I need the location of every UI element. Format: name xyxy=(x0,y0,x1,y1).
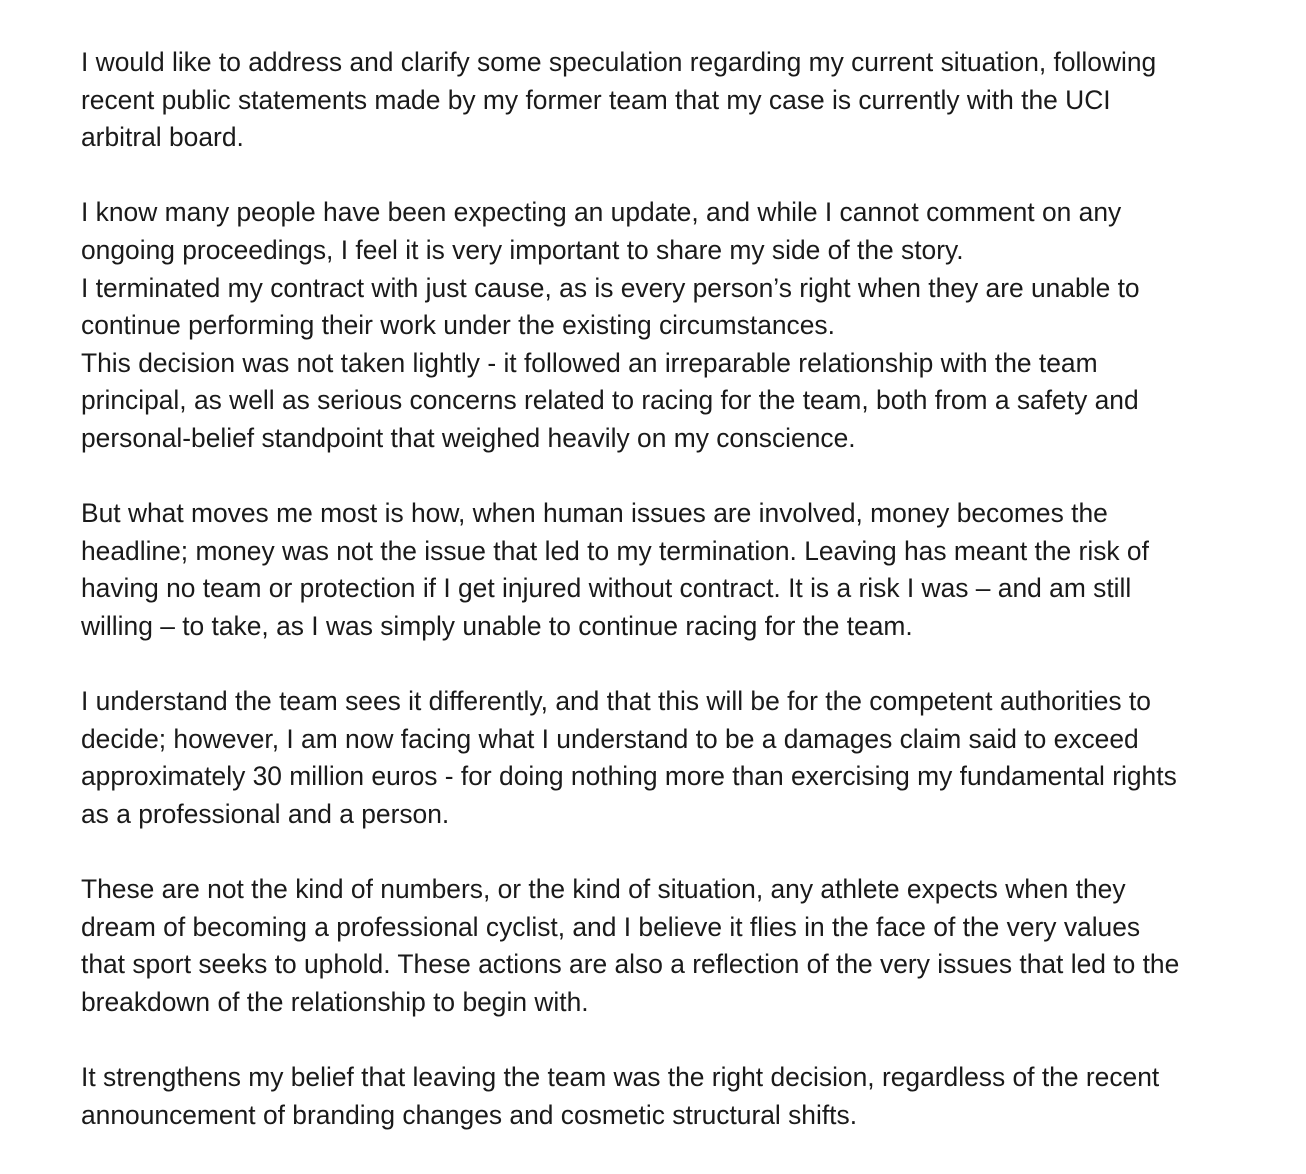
paragraph-line: willing – to take, as I was simply unable to continue racing for the team. xyxy=(81,610,913,641)
paragraph-line: headline; money was not the issue that led to my termination. Leaving has meant the risk of xyxy=(81,535,1149,566)
paragraph-line: breakdown of the relationship to begin with. xyxy=(81,986,589,1017)
paragraph-line: I understand the team sees it differently, and that this will be for the competent authorities to xyxy=(81,686,1151,717)
paragraph-line: I know many people have been expecting an update, and while I cannot comment on any xyxy=(81,197,1122,228)
paragraph-line: decide; however, I am now facing what I understand to be a damages claim said to exceed xyxy=(81,723,1139,754)
paragraph-6 xyxy=(81,1059,1281,1134)
paragraph-line: dream of becoming a professional cyclist, and I believe it flies in the face of the very values xyxy=(81,911,1141,942)
statement-document xyxy=(81,44,1281,1134)
paragraph-line: that sport seeks to uphold. These actions are also a reflection of the very issues that led to the xyxy=(81,949,1180,980)
paragraph-line: announcement of branding changes and cosmetic structural shifts. xyxy=(81,1099,858,1130)
paragraph-1 xyxy=(81,44,1281,157)
paragraph-line: approximately 30 million euros - for doing nothing more than exercising my fundamental rights xyxy=(81,761,1177,792)
paragraph-line: continue performing their work under the existing circumstances. xyxy=(81,310,835,341)
paragraph-line: as a professional and a person. xyxy=(81,798,450,829)
paragraph-line: ongoing proceedings, I feel it is very important to share my side of the story. xyxy=(81,234,964,265)
paragraph-line: recent public statements made by my former team that my case is currently with the UCI xyxy=(81,84,1111,115)
paragraph-line: I would like to address and clarify some speculation regarding my current situation, following xyxy=(81,47,1157,77)
paragraph-4 xyxy=(81,683,1281,833)
paragraph-line: arbitral board. xyxy=(81,122,244,153)
paragraph-2 xyxy=(81,194,1281,457)
paragraph-line: But what moves me most is how, when human issues are involved, money becomes the xyxy=(81,498,1108,529)
paragraph-line: These are not the kind of numbers, or the kind of situation, any athlete expects when they xyxy=(81,874,1126,905)
paragraph-line: having no team or protection if I get injured without contract. It is a risk I was – and am still xyxy=(81,573,1132,604)
paragraph-line: This decision was not taken lightly - it followed an irreparable relationship with the team xyxy=(81,347,1098,378)
paragraph-line: personal-belief standpoint that weighed heavily on my conscience. xyxy=(81,422,856,453)
paragraph-3 xyxy=(81,495,1281,645)
paragraph-line: principal, as well as serious concerns related to racing for the team, both from a safety and xyxy=(81,385,1139,416)
paragraph-line: It strengthens my belief that leaving the team was the right decision, regardless of the recent xyxy=(81,1062,1160,1093)
paragraph-5 xyxy=(81,871,1281,1021)
paragraph-line: I terminated my contract with just cause, as is every person’s right when they are unable to xyxy=(81,272,1140,303)
